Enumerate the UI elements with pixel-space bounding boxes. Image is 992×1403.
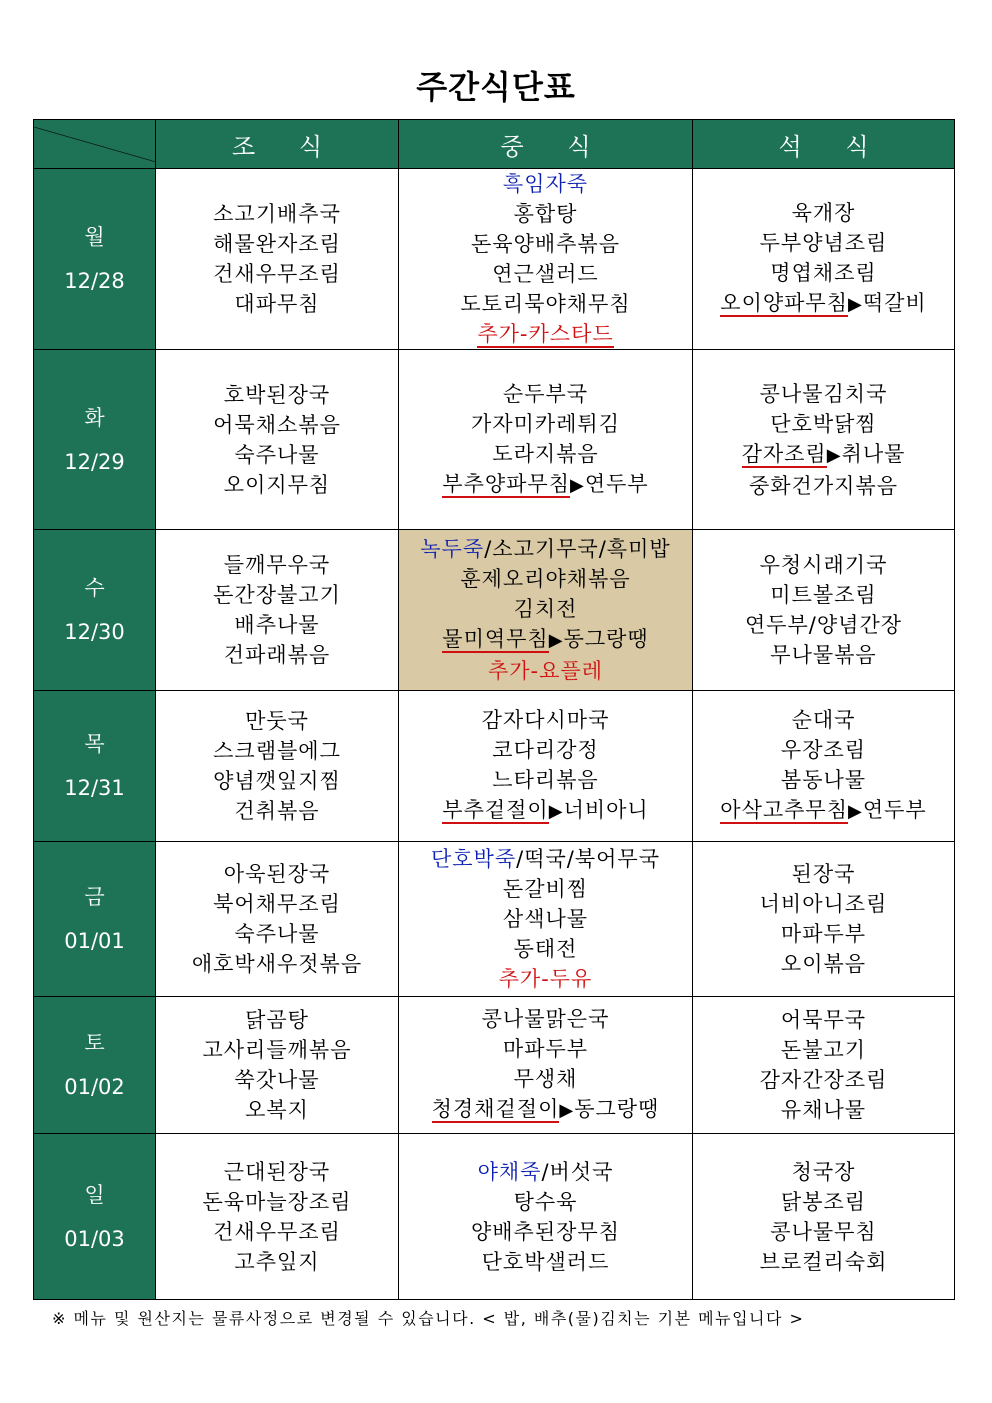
menu-item: 미트볼조림 xyxy=(770,583,877,607)
lunch-cell xyxy=(399,842,693,997)
menu-item: 너비아니조림 xyxy=(759,892,888,916)
footer-note: ※ 메뉴 및 원산지는 물류사정으로 변경될 수 있습니다. < 밥, 배추(물)김치는 기본 메뉴입니다 > xyxy=(52,1309,805,1328)
menu-item: 숙주나물 xyxy=(234,922,320,946)
swap-line xyxy=(693,288,954,320)
header-lunch: 중 식 xyxy=(399,120,693,169)
menu-item: 쑥갓나물 xyxy=(234,1068,320,1092)
table-row xyxy=(34,842,955,997)
menu-item: 배추나물 xyxy=(234,613,320,637)
menu-item: 마파두부 xyxy=(502,1037,589,1061)
menu-item: 동태전 xyxy=(513,937,578,961)
swap-from-item: 오이양파무침 xyxy=(720,291,848,315)
menu-item: 양념깻잎지찜 xyxy=(213,769,341,793)
dinner-cell xyxy=(693,169,955,350)
menu-item: 김치전 xyxy=(513,597,578,621)
day-label: 일 xyxy=(84,1182,105,1207)
date-label: 12/31 xyxy=(64,776,125,800)
extra-item: 추가-요플레 xyxy=(487,659,603,683)
menu-item: 건새우무조림 xyxy=(213,1219,341,1244)
day-label: 목 xyxy=(84,732,105,756)
menu-item: 마파두부 xyxy=(780,922,867,946)
porridge-line xyxy=(399,1157,692,1187)
swap-from-item: 감자조림 xyxy=(741,441,827,466)
menu-item: 호박된장국 xyxy=(223,382,331,407)
menu-item: 닭봉조림 xyxy=(780,1189,867,1214)
porridge-item: 야채죽 xyxy=(477,1159,542,1184)
table-row xyxy=(34,1134,955,1300)
menu-item: 고사리들깨볶음 xyxy=(202,1038,352,1062)
soup-rice-item: /소고기무국/흑미밥 xyxy=(484,537,671,561)
breakfast-cell xyxy=(156,691,399,842)
lunch-cell xyxy=(399,350,693,530)
menu-item: 건파래볶음 xyxy=(223,643,331,667)
soup-item: /버섯국 xyxy=(541,1159,614,1184)
porridge-item: 녹두죽 xyxy=(420,537,485,561)
menu-item: 돈육마늘장조림 xyxy=(202,1189,352,1214)
menu-item: 훈제오리야채볶음 xyxy=(460,567,631,591)
menu-item: 돈불고기 xyxy=(780,1038,867,1062)
day-label: 수 xyxy=(84,576,105,600)
day-cell xyxy=(34,1134,156,1300)
menu-item: 근대된장국 xyxy=(223,1159,331,1184)
swap-from-item: 부추양파무침 xyxy=(442,471,570,496)
dinner-cell xyxy=(693,842,955,997)
menu-item: 단호박닭찜 xyxy=(770,411,877,436)
swap-to-item: 동그랑땡 xyxy=(563,627,649,651)
menu-item: 육개장 xyxy=(791,201,856,225)
swap-line xyxy=(399,1094,692,1126)
swap-to-item: 취나물 xyxy=(841,441,906,466)
date-label: 12/28 xyxy=(64,269,125,293)
menu-item: 대파무침 xyxy=(234,292,320,316)
menu-item: 어묵채소볶음 xyxy=(213,412,341,437)
date-label: 01/02 xyxy=(64,1075,125,1099)
lunch-cell xyxy=(399,169,693,350)
menu-item: 콩나물무침 xyxy=(770,1219,877,1244)
table-row xyxy=(34,691,955,842)
dinner-cell xyxy=(693,530,955,691)
swap-to-item: 연두부 xyxy=(584,471,649,496)
menu-item: 도토리묵야채무침 xyxy=(460,292,631,316)
menu-item: 코다리강정 xyxy=(492,738,599,762)
menu-item: 도라지볶음 xyxy=(492,441,599,466)
menu-item: 탕수육 xyxy=(513,1189,578,1214)
breakfast-cell xyxy=(156,350,399,530)
menu-item: 홍합탕 xyxy=(513,202,578,226)
menu-item: 소고기배추국 xyxy=(213,202,341,226)
arrow-icon: ▶ xyxy=(848,801,863,822)
menu-item: 우장조림 xyxy=(780,738,867,762)
menu-item: 느타리볶음 xyxy=(492,768,599,792)
table-row xyxy=(34,997,955,1134)
lunch-cell xyxy=(399,691,693,842)
menu-item: 만둣국 xyxy=(245,709,309,733)
swap-to-item: 동그랑땡 xyxy=(574,1097,660,1121)
menu-item: 중화건가지볶음 xyxy=(748,473,898,498)
swap-from-item: 청경채겉절이 xyxy=(431,1097,560,1121)
day-label: 토 xyxy=(84,1031,105,1055)
swap-line xyxy=(693,795,954,827)
menu-item: 오이지무침 xyxy=(223,472,331,497)
day-cell xyxy=(34,842,156,997)
breakfast-cell xyxy=(156,1134,399,1300)
menu-item: 해물완자조림 xyxy=(213,232,341,256)
swap-to-item: 연두부 xyxy=(862,798,927,822)
swap-from-item: 부추겉절이 xyxy=(442,798,549,822)
date-label: 01/01 xyxy=(64,929,125,953)
menu-item: 우청시래기국 xyxy=(759,553,888,577)
extra-item: 추가-카스타드 xyxy=(477,322,614,346)
porridge-item: 흑임자죽 xyxy=(502,172,589,196)
menu-item: 돈육양배추볶음 xyxy=(470,232,620,256)
dinner-cell xyxy=(693,997,955,1134)
day-cell xyxy=(34,997,156,1134)
table-row xyxy=(34,350,955,530)
swap-line xyxy=(399,795,692,827)
swap-to-item: 너비아니 xyxy=(563,798,649,822)
menu-item: 명엽채조림 xyxy=(770,261,877,285)
lunch-cell-highlighted xyxy=(399,530,693,691)
menu-item: 콩나물김치국 xyxy=(759,381,888,406)
arrow-icon: ▶ xyxy=(559,1100,575,1121)
swap-to-item: 떡갈비 xyxy=(862,291,927,315)
page-title: 주간식단표 xyxy=(416,68,576,106)
menu-item: 건취볶음 xyxy=(234,799,320,823)
soup-item: /떡국/북어무국 xyxy=(516,847,661,871)
header-breakfast: 조 식 xyxy=(156,120,399,169)
menu-item: 북어채무조림 xyxy=(213,892,341,916)
weekly-menu-table xyxy=(33,119,955,1300)
menu-item: 돈갈비찜 xyxy=(502,877,589,901)
arrow-icon: ▶ xyxy=(826,444,842,466)
menu-item: 닭곰탕 xyxy=(245,1008,309,1032)
menu-item: 연근샐러드 xyxy=(492,262,599,286)
menu-item: 연두부/양념간장 xyxy=(744,613,903,637)
porridge-line xyxy=(399,844,692,874)
menu-item: 삼색나물 xyxy=(502,907,589,931)
menu-item: 애호박새우젓볶음 xyxy=(191,952,363,976)
breakfast-cell xyxy=(156,842,399,997)
menu-item: 스크램블에그 xyxy=(213,739,341,763)
breakfast-cell xyxy=(156,169,399,350)
day-label: 월 xyxy=(84,225,105,249)
arrow-icon: ▶ xyxy=(570,474,585,496)
menu-item: 고추잎지 xyxy=(234,1249,320,1274)
header-row xyxy=(34,120,955,169)
date-label: 12/29 xyxy=(64,449,125,474)
menu-item: 두부양념조림 xyxy=(759,231,888,255)
menu-item: 봄동나물 xyxy=(780,768,867,792)
menu-item: 청국장 xyxy=(791,1159,856,1184)
day-cell xyxy=(34,169,156,350)
menu-item: 양배추된장무침 xyxy=(470,1219,620,1244)
menu-item: 오이볶음 xyxy=(780,952,867,976)
day-cell xyxy=(34,530,156,691)
menu-item: 건새우무조림 xyxy=(213,262,341,286)
menu-item: 콩나물맑은국 xyxy=(481,1007,610,1031)
breakfast-cell xyxy=(156,997,399,1134)
day-label: 금 xyxy=(84,885,105,909)
menu-item: 유채나물 xyxy=(780,1098,867,1122)
menu-item: 감자다시마국 xyxy=(481,708,610,732)
swap-from-item: 물미역무침 xyxy=(442,627,549,651)
menu-item: 순대국 xyxy=(791,708,856,732)
menu-item: 무나물볶음 xyxy=(770,643,877,667)
arrow-icon: ▶ xyxy=(548,630,564,651)
menu-item: 돈간장불고기 xyxy=(213,583,341,607)
menu-item: 어묵무국 xyxy=(780,1008,867,1032)
menu-item: 감자간장조림 xyxy=(759,1068,888,1092)
extra-item: 추가-두유 xyxy=(498,967,593,991)
day-cell xyxy=(34,691,156,842)
dinner-cell xyxy=(693,691,955,842)
swap-line xyxy=(399,624,692,656)
swap-from-item: 아삭고추무침 xyxy=(720,798,848,822)
date-label: 12/30 xyxy=(64,620,125,644)
header-dinner: 석 식 xyxy=(693,120,955,169)
menu-item: 순두부국 xyxy=(502,381,589,406)
corner-cell xyxy=(34,120,156,169)
menu-item: 오복지 xyxy=(245,1098,309,1122)
swap-line xyxy=(399,469,692,501)
day-label: 화 xyxy=(84,405,105,430)
porridge-line xyxy=(399,534,692,564)
menu-item: 브로컬리숙회 xyxy=(759,1249,888,1274)
day-cell xyxy=(34,350,156,530)
arrow-icon: ▶ xyxy=(848,294,863,315)
arrow-icon: ▶ xyxy=(548,801,564,822)
dinner-cell xyxy=(693,350,955,530)
menu-item: 숙주나물 xyxy=(234,442,320,467)
menu-item: 된장국 xyxy=(791,862,856,886)
swap-line xyxy=(693,439,954,471)
date-label: 01/03 xyxy=(64,1226,125,1251)
breakfast-cell xyxy=(156,530,399,691)
lunch-cell xyxy=(399,997,693,1134)
table-row xyxy=(34,530,955,691)
menu-item: 아욱된장국 xyxy=(223,862,331,886)
porridge-item: 단호박죽 xyxy=(430,847,517,871)
menu-item: 가자미카레튀김 xyxy=(470,411,620,436)
menu-item: 무생채 xyxy=(513,1067,578,1091)
lunch-cell xyxy=(399,1134,693,1300)
menu-item: 단호박샐러드 xyxy=(481,1249,610,1274)
dinner-cell xyxy=(693,1134,955,1300)
menu-item: 들깨무우국 xyxy=(223,553,331,577)
table-row xyxy=(34,169,955,350)
